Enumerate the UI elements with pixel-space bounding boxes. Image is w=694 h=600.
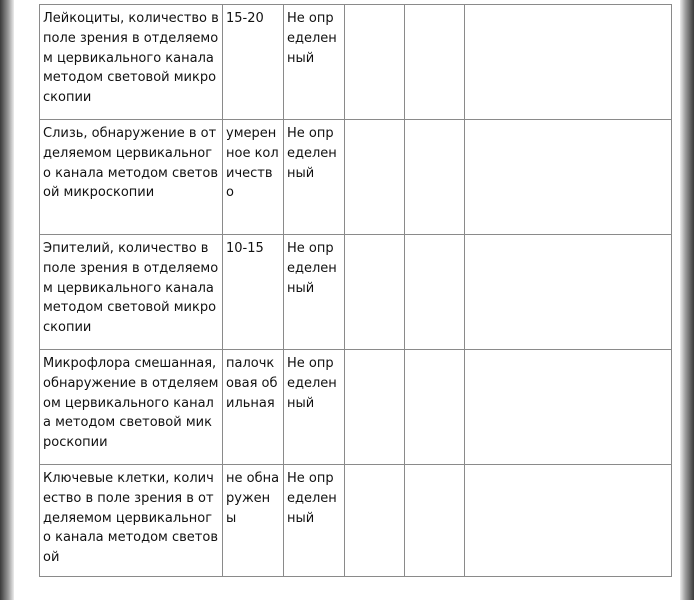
empty-cell (465, 5, 672, 120)
empty-cell (345, 5, 405, 120)
empty-cell (465, 235, 672, 350)
empty-cell (405, 120, 465, 235)
table-row (40, 350, 672, 465)
empty-cell (465, 465, 672, 577)
reference-cell: Не определенный (284, 5, 345, 120)
empty-cell (405, 5, 465, 120)
empty-cell (345, 120, 405, 235)
empty-cell (405, 350, 465, 465)
table-row (40, 235, 672, 350)
empty-cell (405, 465, 465, 577)
reference-cell: Не определенный (284, 235, 345, 350)
empty-cell (345, 350, 405, 465)
result-value-cell: умеренное количество (223, 120, 284, 235)
result-value-cell: 10-15 (223, 235, 284, 350)
test-name-cell: Микрофлора смешанная, обнаружение в отделяемом цервикального канала методом световой микроскопии (40, 350, 223, 465)
test-name-cell: Эпителий, количество в поле зрения в отделяемом цервикального канала методом световой микроскопии (40, 235, 223, 350)
page-shadow-left (0, 0, 14, 600)
test-name-cell: Лейкоциты, количество в поле зрения в отделяемом цервикального канала методом световой микроскопии (40, 5, 223, 120)
reference-cell: Не определенный (284, 465, 345, 577)
result-value-cell: палочковая обильная (223, 350, 284, 465)
reference-cell: Не определенный (284, 120, 345, 235)
empty-cell (345, 465, 405, 577)
lab-results-table (39, 4, 672, 577)
empty-cell (345, 235, 405, 350)
empty-cell (465, 120, 672, 235)
empty-cell (405, 235, 465, 350)
table-row (40, 5, 672, 120)
result-value-cell: не обнаружены (223, 465, 284, 577)
table-row (40, 120, 672, 235)
page-shadow-right (680, 0, 694, 600)
reference-cell: Не определенный (284, 350, 345, 465)
result-value-cell: 15-20 (223, 5, 284, 120)
empty-cell (465, 350, 672, 465)
test-name-cell: Ключевые клетки, количество в поле зрения в отделяемом цервикального канала методом световой (40, 465, 223, 577)
table-row (40, 465, 672, 577)
test-name-cell: Слизь, обнаружение в отделяемом цервикального канала методом световой микроскопии (40, 120, 223, 235)
